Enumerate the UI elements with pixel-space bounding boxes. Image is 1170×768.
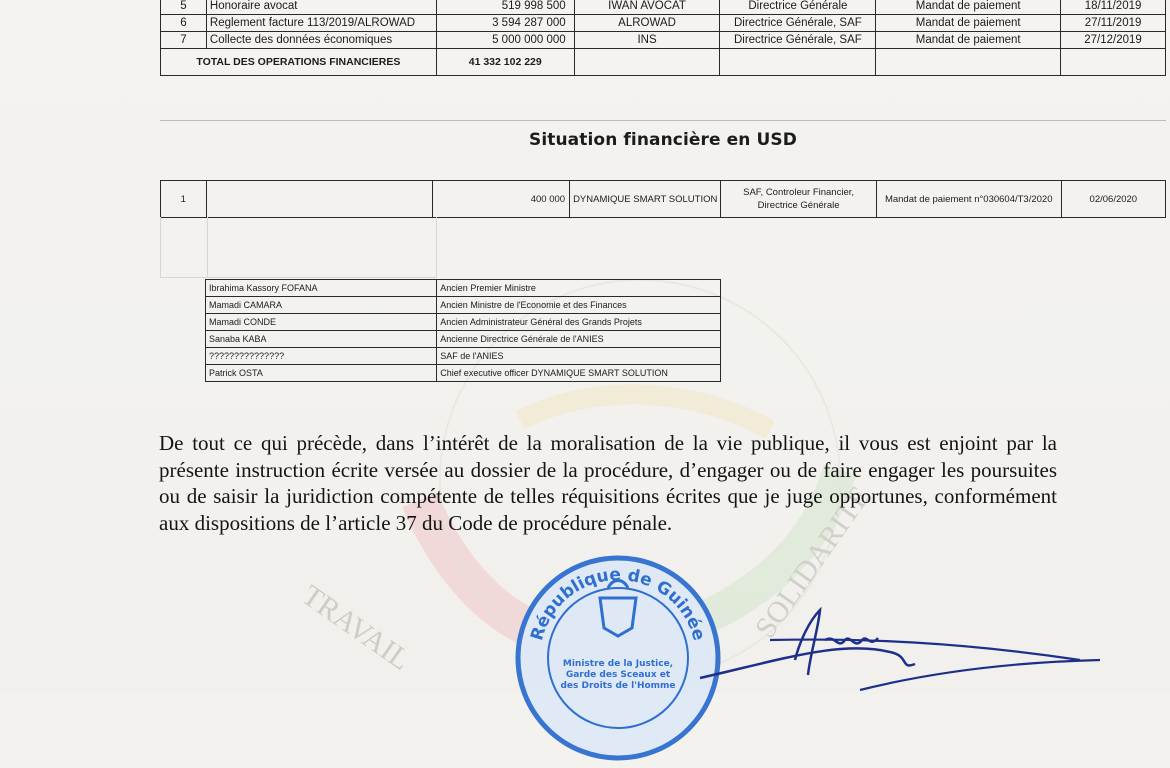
row-amount: 5 000 000 000 <box>436 32 574 49</box>
row-document: Mandat de paiement <box>876 32 1061 49</box>
person-name: Ibrahima Kassory FOFANA <box>206 280 437 297</box>
faint-cell <box>206 217 437 278</box>
person-name: Mamadi CONDE <box>206 314 437 331</box>
instruction-paragraph: De tout ce qui précède, dans l’intérêt de la moralisation de la vie publique, il vous est enjoint par la présente instruction écrite versée au dossier de la procédure, d’engager ou de faire engager les poursuites ou de saisir la juridiction compétente de telles réquisitions écrites que je juge opportunes, conformément aux dispositions de l’article 37 du Code de procédure pénale. <box>159 431 1057 535</box>
row-number: 6 <box>161 15 207 32</box>
operations-table <box>160 0 1166 76</box>
row-date: 18/11/2019 <box>1061 0 1166 15</box>
row-amount: 400 000 <box>433 181 570 218</box>
row-authorizer: Directrice Générale <box>720 0 876 15</box>
row-label: Collecte des données économiques <box>206 32 436 49</box>
stamp-inner-line: Garde des Sceaux et <box>565 670 671 680</box>
total-row <box>161 49 1166 76</box>
person-name: Sanaba KABA <box>206 331 437 348</box>
row-amount: 519 998 500 <box>436 0 574 15</box>
faint-cell <box>160 217 208 278</box>
row-number: 5 <box>161 0 207 15</box>
table-row <box>161 0 1166 15</box>
table-row <box>206 365 721 382</box>
person-role: Ancienne Directrice Générale de l'ANIES <box>437 331 721 348</box>
row-number: 7 <box>161 32 207 49</box>
person-role: Chief executive officer DYNAMIQUE SMART SOLUTION <box>437 365 721 382</box>
row-date: 27/12/2019 <box>1061 32 1166 49</box>
table-row <box>206 297 721 314</box>
stamp-inner-line: des Droits de l'Homme <box>560 681 676 691</box>
table-row <box>206 314 721 331</box>
person-name: Mamadi CAMARA <box>206 297 437 314</box>
stamp-outer-text: République de Guinée <box>527 564 709 643</box>
row-document: Mandat de paiement <box>876 0 1061 15</box>
person-role: Ancien Administrateur Général des Grands Projets <box>437 314 721 331</box>
row-beneficiary: IWAN AVOCAT <box>574 0 720 15</box>
row-authorizer <box>721 181 876 218</box>
row-document: Mandat de paiement <box>876 15 1061 32</box>
person-role: SAF de l'ANIES <box>437 348 721 365</box>
authorizer-line: SAF, Controleur Financier, <box>743 187 855 198</box>
person-name: Patrick OSTA <box>206 365 437 382</box>
row-document: Mandat de paiement n°030604/T3/2020 <box>876 181 1061 218</box>
usd-table <box>160 180 1166 218</box>
section-divider <box>160 120 1166 122</box>
row-date: 02/06/2020 <box>1061 181 1165 218</box>
handwritten-signature <box>660 600 1120 694</box>
total-label: TOTAL DES OPERATIONS FINANCIERES <box>161 49 437 76</box>
watermark-right-text: SOLIDARITE <box>748 480 878 645</box>
row-amount: 3 594 287 000 <box>436 15 574 32</box>
table-row <box>206 280 721 297</box>
authorizer-line: Directrice Générale <box>757 200 840 211</box>
row-label: Honoraire avocat <box>206 0 436 15</box>
row-authorizer: Directrice Générale, SAF <box>720 15 876 32</box>
row-beneficiary: INS <box>574 32 720 49</box>
table-row <box>206 331 721 348</box>
row-label <box>206 181 433 218</box>
person-role: Ancien Premier Ministre <box>437 280 721 297</box>
row-number: 1 <box>161 181 207 218</box>
person-name: ??????????????? <box>206 348 437 365</box>
table-row <box>206 348 721 365</box>
row-beneficiary: ALROWAD <box>574 15 720 32</box>
watermark-left-text: TRAVAIL <box>295 578 417 677</box>
row-date: 27/11/2019 <box>1061 15 1166 32</box>
table-row <box>161 181 1166 218</box>
table-row <box>161 15 1166 32</box>
total-amount: 41 332 102 229 <box>436 49 574 76</box>
stamp-inner-line: Ministre de la Justice, <box>562 659 674 669</box>
table-row <box>161 32 1166 49</box>
row-authorizer: Directrice Générale, SAF <box>720 32 876 49</box>
persons-table <box>205 279 721 382</box>
row-beneficiary: DYNAMIQUE SMART SOLUTION <box>570 181 721 218</box>
person-role: Ancien Ministre de l'Economie et des Finances <box>437 297 721 314</box>
row-label: Reglement facture 113/2019/ALROWAD <box>206 15 436 32</box>
usd-section-title: Situation financière en USD <box>528 130 797 150</box>
